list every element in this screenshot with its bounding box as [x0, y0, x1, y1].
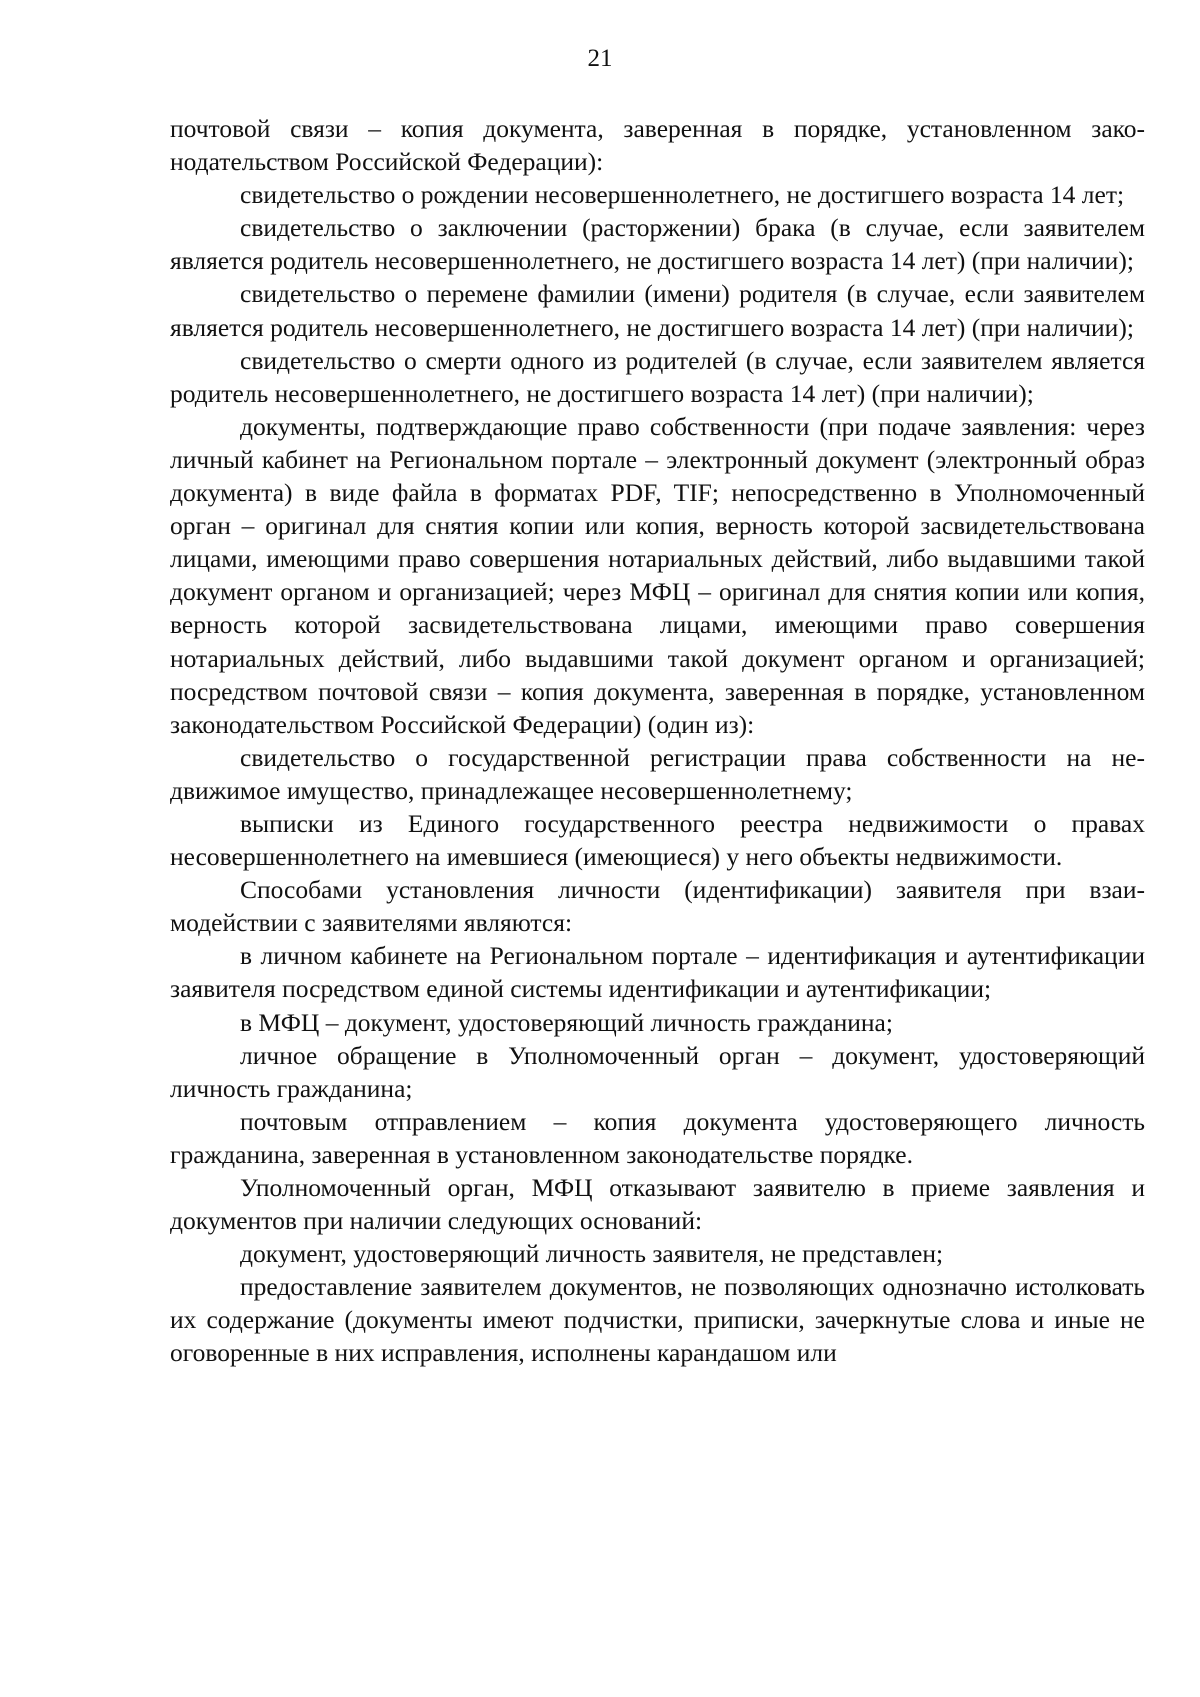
paragraph-16: предоставление заявителем документов, не позволяющих однозначно истолковать их содержание (документы имеют подчистки, приписки, зачеркнутые слова и иные не оговоренные в них исправления, исполнены карандашом или [170, 1272, 1145, 1368]
document-body [170, 112, 1145, 1370]
paragraph-9: Способами установления личности (идентификации) заявителя при взаимодействии с заявителями являются: [170, 875, 1145, 938]
paragraph-8: выписки из Единого государственного реестра недвижимости о правах несовершеннолетнего на имевшиеся (имеющиеся) у него объекты недвижимости. [170, 808, 1145, 872]
paragraph-10: в личном кабинете на Региональном портале – идентификация и аутентификации заявителя посредством единой системы идентификации и аутентификации; [170, 941, 1145, 1004]
paragraph-2: свидетельство о рождении несовершеннолетнего, не достигшего возраста 14 лет; [240, 180, 1125, 210]
paragraph-14: Уполномоченный орган, МФЦ отказывают заявителю в приеме заявления и документов при наличии следующих оснований: [170, 1173, 1145, 1236]
paragraph-13: почтовым отправлением – копия документа удостоверяющего личность гражданина, заверенная в установленном законодательстве порядке. [170, 1106, 1145, 1169]
paragraph-6: документы, подтверждающие право собственности (при подаче заявления: через личный кабинет на Региональном портале – электронный документ (электронный образ документа) в виде файла в форматах PDF, TIF; непосредственно в Уполномоченный орган – оригинал для снятия копии или копия, верность которой засвидетельствована лицами, имеющими право совершения нотариальных действий, либо выдавшими такой документ органом и организацией; через МФЦ – оригинал для снятия копии или копия, верность которой засвидетельствована лицами, имеющими право совершения нотариальных действий, либо выдавшими такой документ органом и организацией; посредством почтовой связи – копия документа, заверенная в порядке, установленном законодательством Российской Федерации) (один из): [170, 411, 1145, 739]
paragraph-4: свидетельство о перемене фамилии (имени) родителя (в случае, если заявителем является родитель несовершеннолетнего, не достигшего возраста 14 лет) (при наличии); [170, 279, 1145, 342]
paragraph-5: свидетельство о смерти одного из родителей (в случае, если заявителем является родитель несовершеннолетнего, не достигшего возраста 14 лет) (при наличии); [170, 345, 1145, 408]
paragraph-1: почтовой связи – копия документа, заверенная в порядке, установленном законодательством Российской Федерации): [170, 114, 1145, 177]
paragraph-12: личное обращение в Уполномоченный орган – документ, удостоверяющий личность гражданина; [170, 1040, 1145, 1103]
paragraph-7: свидетельство о государственной регистрации права собственности на недвижимое имущество, принадлежащее несовершеннолетнему; [170, 742, 1145, 805]
paragraph-3: свидетельство о заключении (расторжении) брака (в случае, если заявителем является родитель несовершеннолетнего, не достигшего возраста 14 лет) (при наличии); [170, 213, 1145, 276]
paragraph-11: в МФЦ – документ, удостоверяющий личность гражданина; [240, 1007, 893, 1037]
paragraph-15: документ, удостоверяющий личность заявителя, не представлен; [240, 1239, 944, 1269]
page-number: 21 [587, 45, 613, 72]
